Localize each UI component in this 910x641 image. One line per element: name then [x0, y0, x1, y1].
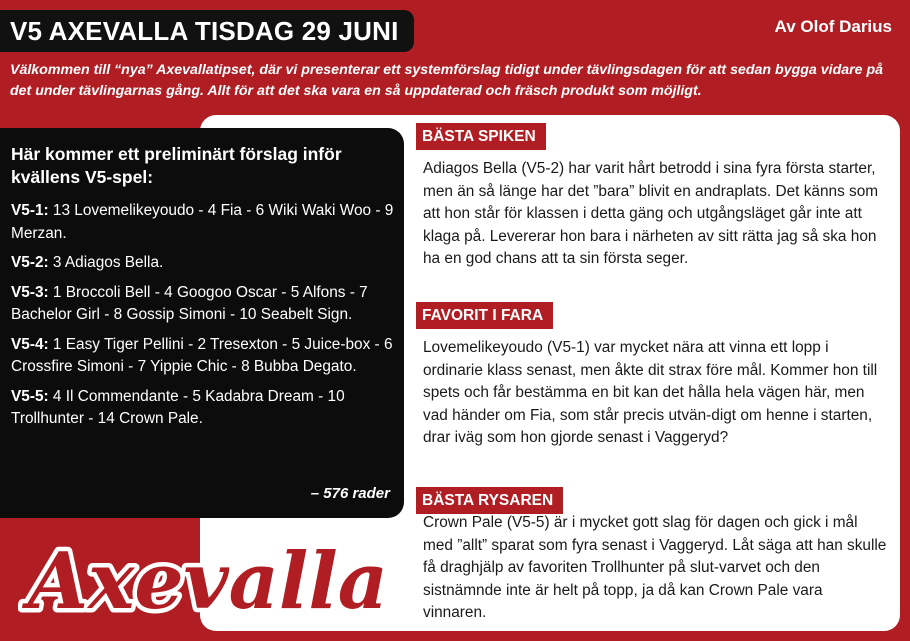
- race-label: V5-5:: [11, 387, 49, 405]
- race-picks: 13 Lovemelikeyoudo - 4 Fia - 6 Wiki Waki Woo - 9 Merzan.: [11, 202, 394, 242]
- section-text-basta-rysaren: Crown Pale (V5-5) är i mycket gott slag för dagen och gick i mål med ”allt” sparat som fyra senast i Vaggeryd. Låt säga att han skulle få draghjälp av favoriten Trollhunter på slut-varvet och den sistnämnde inte är helt på topp, ja då kan Crown Pale vara vinnaren.: [423, 514, 887, 622]
- race-v5-5: [11, 386, 394, 431]
- row-count: – 576 rader: [310, 485, 390, 502]
- race-picks: 4 Il Commendante - 5 Kadabra Dream - 10 Trollhunter - 14 Crown Pale.: [11, 387, 345, 427]
- logo-text: Axevalla: [21, 536, 388, 627]
- section-text-basta-spiken: Adiagos Bella (V5-2) har varit hårt betrodd i sina fyra första starter, men än så länge har det ”bara” blivit en andraplats. Det känns som att hon står för klassen i detta gäng och utgångsläget går inte att klaga på. Levererar hon bara i närheten av sitt rätta jag så ska hon ha en god chans att ta sin första seger.: [423, 160, 879, 268]
- axevalla-logo: [18, 520, 398, 632]
- race-label: V5-1:: [11, 202, 49, 219]
- race-v5-3: [11, 282, 394, 327]
- race-label: V5-3:: [11, 283, 49, 301]
- section-text-favorit-i-fara: Lovemelikeyoudo (V5-1) var mycket nära att vinna ett lopp i ordinarie klass senast, men åkte dit strax före mål. Kommer hon till spets och får bestämma en bit kan det hålla hela vägen här, men vad händer om Fia, som står precis utvän-digt om henne i starten, drar iväg som hon gjorde senast i Vaggeryd?: [423, 339, 878, 447]
- race-label: V5-4:: [11, 335, 49, 353]
- race-picks: 1 Easy Tiger Pellini - 2 Tresexton - 5 Juice-box - 6 Crossfire Simoni - 7 Yippie Chic - 8 Bubba Degato.: [11, 335, 393, 375]
- section-label-basta-rysaren: BÄSTA RYSAREN: [416, 487, 563, 514]
- race-v5-4: [11, 334, 394, 379]
- race-picks: 3 Adiagos Bella.: [48, 254, 164, 271]
- race-picks: 1 Broccoli Bell - 4 Googoo Oscar - 5 Alfons - 7 Bachelor Girl - 8 Gossip Simoni - 10 Seabelt Sign.: [11, 283, 368, 323]
- race-v5-2: [11, 252, 394, 275]
- section-label-basta-spiken: BÄSTA SPIKEN: [416, 123, 546, 150]
- race-label: V5-2:: [11, 254, 49, 271]
- page-title: V5 AXEVALLA TISDAG 29 JUNI: [0, 10, 414, 52]
- proposal-heading: Här kommer ett preliminärt förslag inför kvällens V5-spel:: [11, 144, 342, 187]
- race-v5-1: [11, 200, 394, 245]
- author-byline: Av Olof Darius: [774, 17, 892, 36]
- proposal-panel: [0, 128, 404, 518]
- section-label-favorit-i-fara: FAVORIT I FARA: [416, 302, 553, 329]
- intro-text: Välkommen till “nya” Axevallatipset, där vi presenterar ett systemförslag tidigt under tävlingsdagen för att sedan bygga vidare på det under tävlingarnas gång. Allt för att det ska vara en så uppdaterad och fräsch produkt som möjligt.: [10, 62, 884, 99]
